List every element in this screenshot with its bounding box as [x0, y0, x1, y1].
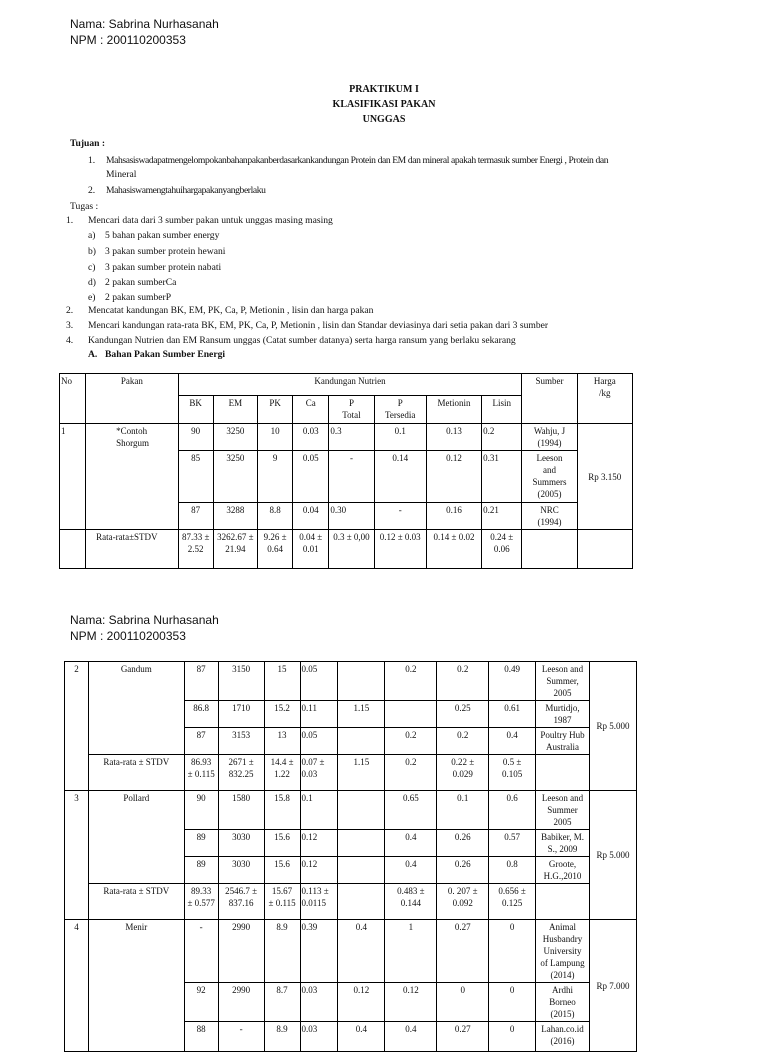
cell-ca: 0.04	[293, 503, 329, 530]
cell-metionin: 0.26	[437, 830, 489, 857]
cell-bk: 92	[184, 983, 218, 1022]
cell-pakan: *Contoh Shorgum	[86, 424, 178, 530]
cell-em: -	[218, 1022, 264, 1052]
cell-pakan: Pollard	[88, 791, 184, 884]
cell-em: 3250	[213, 451, 257, 503]
student-npm: NPM : 200110200353	[70, 33, 186, 47]
avg-metionin: 0.22 ± 0.029	[437, 755, 489, 791]
cell-em: 1710	[218, 701, 264, 728]
cell-pk: 15.6	[264, 830, 300, 857]
tugas-sub-a: 5 bahan pakan sumber energy	[105, 230, 220, 241]
cell-harga: Rp 5.000	[590, 662, 637, 791]
cell-harga: Rp 5.000	[590, 791, 637, 920]
avg-lisin: 0.5 ± 0.105	[489, 755, 536, 791]
cell-em: 3250	[213, 424, 257, 451]
tugas-sub-b: 3 pakan sumber protein hewani	[105, 246, 226, 257]
avg-em: 3262.67 ± 21.94	[213, 530, 257, 569]
cell-ca: 0.05	[293, 451, 329, 503]
avg-p-tersedia: 0.2	[385, 755, 437, 791]
cell-metionin: 0.1	[437, 791, 489, 830]
cell-em: 3030	[218, 857, 264, 884]
col-header-harga: Harga /kg	[577, 374, 632, 424]
cell-pk: 13	[264, 728, 300, 755]
cell-p-tersedia: 1	[385, 920, 437, 983]
cell-pk: 8.9	[264, 920, 300, 983]
avg-p-total: 0.3 ± 0,00	[329, 530, 374, 569]
tugas-num-3: 3.	[66, 320, 74, 331]
cell-no: 3	[65, 791, 89, 920]
col-header-pakan: Pakan	[86, 374, 178, 424]
cell-bk: 86.8	[184, 701, 218, 728]
cell-sumber: Poultry Hub Australia	[536, 728, 590, 755]
cell-bk: 87	[184, 662, 218, 701]
cell-ca: 0.11	[300, 701, 338, 728]
tugas-item-3: Mencari kandungan rata-rata BK, EM, PK, Ca, P, Metionin , lisin dan Standar deviasinya dari setia pakan dari 3 sumber	[88, 320, 549, 331]
cell-sumber: Leeson and Summer, 2005	[536, 662, 590, 701]
cell-harga: Rp 3.150	[577, 424, 632, 530]
col-header-pk: PK	[257, 396, 292, 424]
cell-sumber: NRC (1994)	[522, 503, 577, 530]
cell-ca: 0.03	[300, 1022, 338, 1052]
cell-pk: 8.7	[264, 983, 300, 1022]
cell-lisin: 0.61	[489, 701, 536, 728]
cell-pk: 8.9	[264, 1022, 300, 1052]
tujuan-num-2: 2.	[88, 185, 96, 196]
table-row	[65, 662, 637, 701]
avg-metionin: 0. 207 ± 0.092	[437, 884, 489, 920]
cell-metionin: 0.27	[437, 1022, 489, 1052]
cell-lisin: 0.49	[489, 662, 536, 701]
tugas-num-1: 1.	[66, 215, 74, 226]
cell-metionin: 0.13	[426, 424, 481, 451]
col-header-ca: Ca	[293, 396, 329, 424]
cell-em: 2990	[218, 920, 264, 983]
tugas-sub-c-mark: c)	[88, 262, 96, 273]
cell-pk: 15.6	[264, 857, 300, 884]
title-line-2: KLASIFIKASI PAKAN	[332, 99, 436, 110]
cell-pk: 9	[257, 451, 292, 503]
avg-label: Rata-rata ± STDV	[88, 755, 184, 791]
cell-p-total	[338, 728, 385, 755]
cell-pk: 15.2	[264, 701, 300, 728]
energy-table-2	[64, 661, 637, 1052]
avg-ca: 0.113 ± 0.0115	[300, 884, 338, 920]
cell-lisin: 0.57	[489, 830, 536, 857]
cell-sumber: Ardhi Borneo (2015)	[536, 983, 590, 1022]
avg-em: 2546.7 ± 837.16	[218, 884, 264, 920]
cell-p-total: 1.15	[338, 701, 385, 728]
col-header-sumber: Sumber	[522, 374, 577, 424]
cell-lisin: 0.2	[482, 424, 522, 451]
tugas-sub-e: 2 pakan sumberP	[105, 292, 172, 303]
tugas-item-1: Mencari data dari 3 sumber pakan untuk unggas masing masing	[88, 215, 333, 226]
col-header-kandungan-nutrien: Kandungan Nutrien	[178, 374, 522, 396]
avg-lisin: 0.656 ± 0.125	[489, 884, 536, 920]
tugas-sub-e-mark: e)	[88, 292, 96, 303]
table-row-average	[60, 530, 633, 569]
cell-bk: 90	[178, 424, 213, 451]
cell-p-total: 0.4	[338, 1022, 385, 1052]
col-header-em: EM	[213, 396, 257, 424]
tugas-sub-d-mark: d)	[88, 277, 96, 288]
cell-bk: -	[184, 920, 218, 983]
cell-bk: 87	[178, 503, 213, 530]
cell-metionin: 0.25	[437, 701, 489, 728]
avg-pk: 14.4 ± 1.22	[264, 755, 300, 791]
table-row-average	[65, 884, 637, 920]
avg-p-tersedia: 0.483 ± 0.144	[385, 884, 437, 920]
cell-p-total	[338, 857, 385, 884]
cell-p-tersedia: -	[374, 503, 426, 530]
avg-label: Rata-rata±STDV	[86, 530, 178, 569]
cell-p-tersedia: 0.2	[385, 728, 437, 755]
cell-p-total: 0.30	[329, 503, 374, 530]
avg-label: Rata-rata ± STDV	[88, 884, 184, 920]
cell-no: 2	[65, 662, 89, 791]
col-header-metionin: Metionin	[426, 396, 481, 424]
student-npm-2: NPM : 200110200353	[70, 629, 186, 643]
cell-metionin: 0.26	[437, 857, 489, 884]
cell-bk: 89	[184, 857, 218, 884]
table-row	[65, 920, 637, 983]
cell-em: 1580	[218, 791, 264, 830]
student-name: Nama: Sabrina Nurhasanah	[70, 17, 219, 31]
avg-lisin: 0.24 ± 0.06	[482, 530, 522, 569]
avg-p-total: 1.15	[338, 755, 385, 791]
cell-sumber: Leeson and Summer 2005	[536, 791, 590, 830]
cell-sumber: Wahju, J (1994)	[522, 424, 577, 451]
cell-p-total	[338, 830, 385, 857]
tujuan-item-2: Mahasiswamengtahuihargapakanyangberlaku	[106, 185, 266, 196]
cell-pk: 15	[264, 662, 300, 701]
cell-harga: Rp 7.000	[590, 920, 637, 1052]
cell-sumber: Murtidjo, 1987	[536, 701, 590, 728]
avg-p-tersedia: 0.12 ± 0.03	[374, 530, 426, 569]
avg-ca: 0.04 ± 0.01	[293, 530, 329, 569]
tujuan-item-1-cont: Mineral	[106, 169, 137, 180]
tugas-sub-b-mark: b)	[88, 246, 96, 257]
cell-bk: 88	[184, 1022, 218, 1052]
col-header-no: No	[60, 374, 86, 424]
cell-metionin: 0.2	[437, 662, 489, 701]
cell-sumber: Groote, H.G.,2010	[536, 857, 590, 884]
cell-pk: 15.8	[264, 791, 300, 830]
title-line-1: PRAKTIKUM I	[349, 84, 419, 95]
avg-bk: 87.33 ± 2.52	[178, 530, 213, 569]
cell-no: 4	[65, 920, 89, 1052]
cell-no: 1	[60, 424, 86, 530]
cell-p-total	[338, 791, 385, 830]
table-row	[60, 424, 633, 451]
cell-p-total: 0.4	[338, 920, 385, 983]
avg-p-total	[338, 884, 385, 920]
avg-ca: 0.07 ± 0.03	[300, 755, 338, 791]
cell-sumber: Lahan.co.id (2016)	[536, 1022, 590, 1052]
cell-bk: 85	[178, 451, 213, 503]
cell-metionin: 0	[437, 983, 489, 1022]
tujuan-num-1: 1.	[88, 155, 96, 166]
cell-ca: 0.12	[300, 830, 338, 857]
tugas-item-2: Mencatat kandungan BK, EM, PK, Ca, P, Metionin , lisin dan harga pakan	[88, 305, 374, 316]
avg-em: 2671 ± 832.25	[218, 755, 264, 791]
cell-pk: 8.8	[257, 503, 292, 530]
tugas-sub-c: 3 pakan sumber protein nabati	[105, 262, 222, 273]
cell-metionin: 0.2	[437, 728, 489, 755]
col-header-bk: BK	[178, 396, 213, 424]
cell-bk: 89	[184, 830, 218, 857]
cell-p-tersedia: 0.12	[385, 983, 437, 1022]
cell-p-total: -	[329, 451, 374, 503]
cell-metionin: 0.16	[426, 503, 481, 530]
cell-ca: 0.03	[293, 424, 329, 451]
cell-ca: 0.03	[300, 983, 338, 1022]
cell-p-tersedia: 0.2	[385, 662, 437, 701]
tugas-sub-d: 2 pakan sumberCa	[105, 277, 177, 288]
cell-lisin: 0	[489, 1022, 536, 1052]
avg-metionin: 0.14 ± 0.02	[426, 530, 481, 569]
cell-em: 2990	[218, 983, 264, 1022]
cell-ca: 0.05	[300, 728, 338, 755]
cell-em: 3288	[213, 503, 257, 530]
cell-sumber: Animal Husbandry University of Lampung (2014)	[536, 920, 590, 983]
cell-p-tersedia: 0.4	[385, 830, 437, 857]
cell-ca: 0.12	[300, 857, 338, 884]
table-row	[65, 791, 637, 830]
avg-bk: 86.93 ± 0.115	[184, 755, 218, 791]
cell-pakan: Menir	[88, 920, 184, 1052]
cell-ca: 0.39	[300, 920, 338, 983]
tugas-num-4: 4.	[66, 335, 74, 346]
col-header-p-total: P Total	[329, 396, 374, 424]
cell-lisin: 0.21	[482, 503, 522, 530]
cell-lisin: 0.4	[489, 728, 536, 755]
cell-lisin: 0.6	[489, 791, 536, 830]
cell-p-tersedia: 0.4	[385, 1022, 437, 1052]
cell-bk: 90	[184, 791, 218, 830]
cell-p-total: 0.12	[338, 983, 385, 1022]
col-header-lisin: Lisin	[482, 396, 522, 424]
cell-metionin: 0.12	[426, 451, 481, 503]
cell-p-tersedia	[385, 701, 437, 728]
cell-p-tersedia: 0.65	[385, 791, 437, 830]
tugas-num-2: 2.	[66, 305, 74, 316]
cell-p-tersedia: 0.1	[374, 424, 426, 451]
cell-lisin: 0.31	[482, 451, 522, 503]
table-row-average	[65, 755, 637, 791]
tugas-item-4: Kandungan Nutrien dan EM Ransum unggas (Catat sumber datanya) serta harga ransum yang berlaku sekarang	[88, 335, 516, 346]
avg-pk: 9.26 ± 0.64	[257, 530, 292, 569]
col-header-p-tersedia: P Tersedia	[374, 396, 426, 424]
avg-bk: 89.33 ± 0.577	[184, 884, 218, 920]
energy-table-1	[59, 373, 633, 569]
cell-em: 3153	[218, 728, 264, 755]
cell-lisin: 0.8	[489, 857, 536, 884]
cell-ca: 0.05	[300, 662, 338, 701]
cell-p-total	[338, 662, 385, 701]
cell-p-tersedia: 0.4	[385, 857, 437, 884]
title-line-3: UNGGAS	[362, 114, 406, 125]
tujuan-item-1: Mahsasiswadapatmengelompokanbahanpakanberdasarkankandungan Protein dan EM dan mineral apakah termasuk sumber Energi , Protein dan	[106, 155, 609, 166]
cell-lisin: 0	[489, 920, 536, 983]
tugas-label: Tugas :	[70, 201, 99, 212]
student-name-2: Nama: Sabrina Nurhasanah	[70, 613, 219, 627]
cell-em: 3030	[218, 830, 264, 857]
section-a-title: Bahan Pakan Sumber Energi	[105, 349, 226, 360]
cell-p-total: 0.3	[329, 424, 374, 451]
cell-metionin: 0.27	[437, 920, 489, 983]
cell-ca: 0.1	[300, 791, 338, 830]
tujuan-label: Tujuan :	[70, 138, 106, 149]
cell-sumber: Babiker, M. S., 2009	[536, 830, 590, 857]
avg-pk: 15.67 ± 0.115	[264, 884, 300, 920]
section-a-mark: A.	[88, 349, 98, 360]
cell-pakan: Gandum	[88, 662, 184, 755]
cell-em: 3150	[218, 662, 264, 701]
cell-bk: 87	[184, 728, 218, 755]
cell-pk: 10	[257, 424, 292, 451]
tugas-sub-a-mark: a)	[88, 230, 96, 241]
cell-lisin: 0	[489, 983, 536, 1022]
cell-sumber: Leeson and Summers (2005)	[522, 451, 577, 503]
cell-p-tersedia: 0.14	[374, 451, 426, 503]
